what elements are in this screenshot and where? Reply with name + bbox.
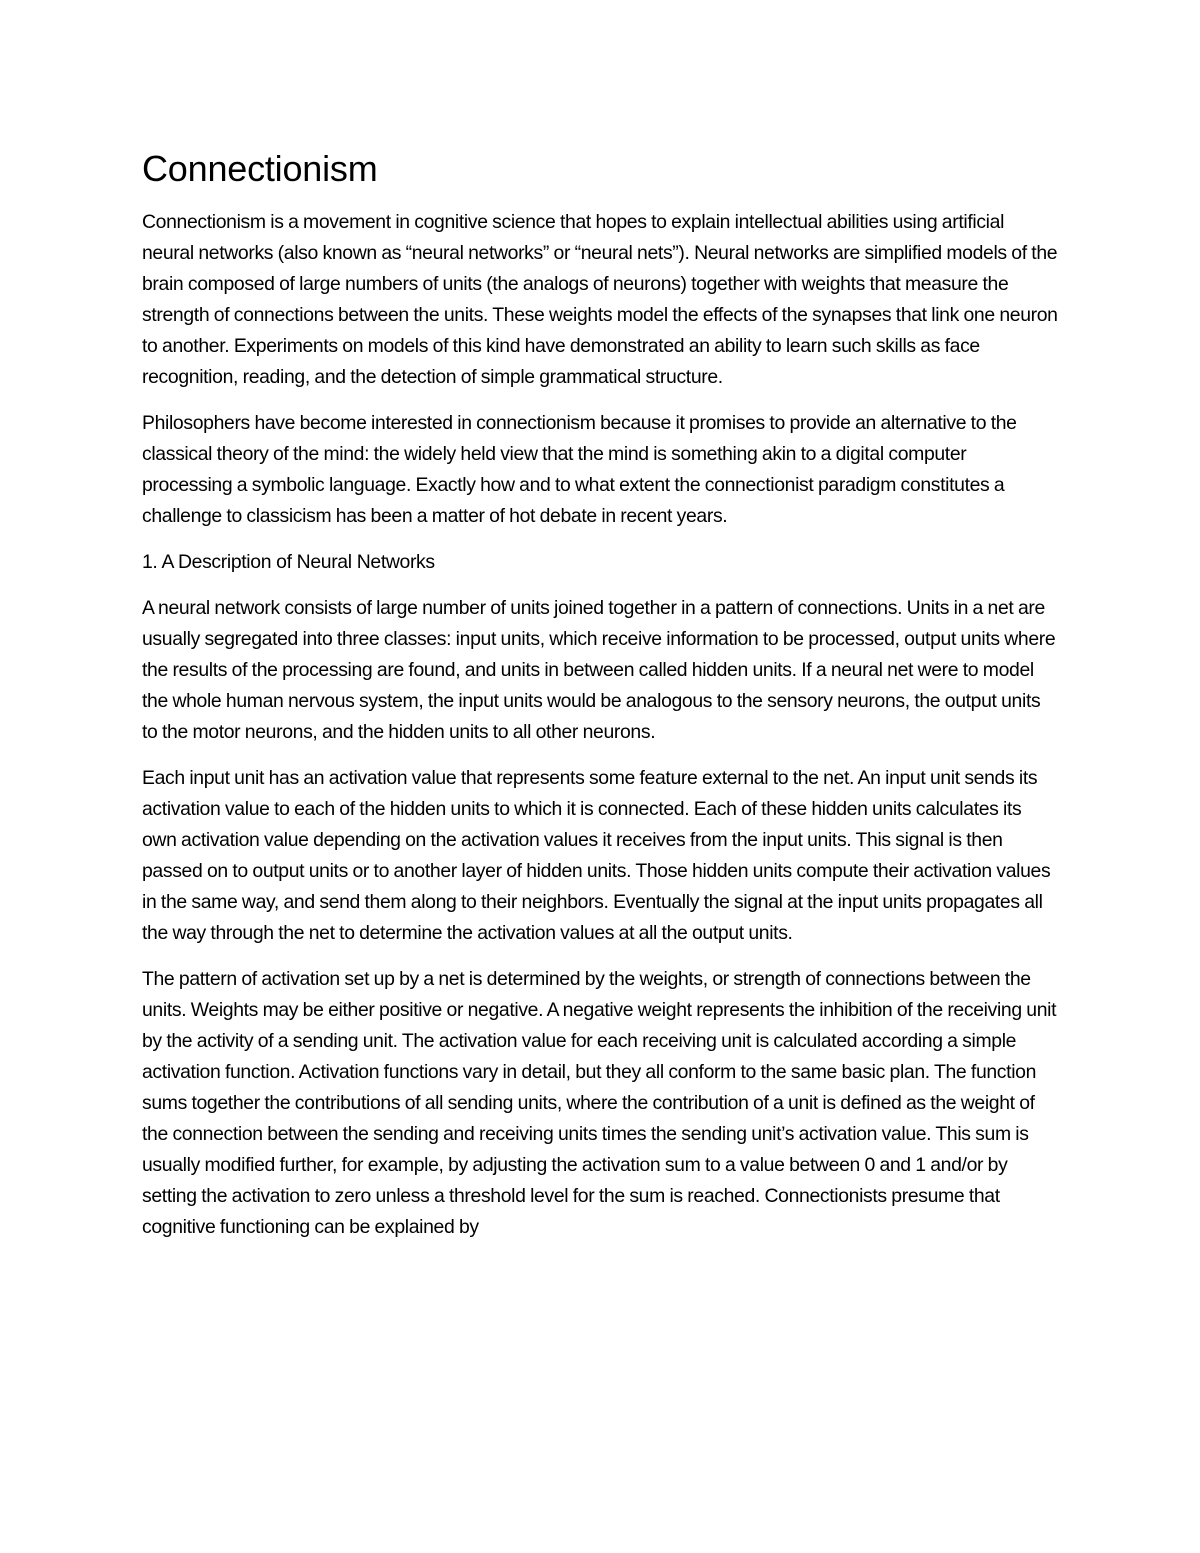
section-paragraph-2: Each input unit has an activation value that represents some feature external to the net. An input unit sends its activation value to each of the hidden units to which it is connected. Each of these hidden units calculates its own activation value depending on the activation values it receives from the input units. This signal is then passed on to output units or to another layer of hidden units. Those hidden units compute their activation values in the same way, and send them along to their neighbors. Eventually the signal at the input units propagates all the way through the net to determine the activation values at all the output units. xyxy=(142,767,1051,944)
document-body xyxy=(142,143,1060,1258)
section-heading: 1. A Description of Neural Networks xyxy=(142,551,435,573)
intro-paragraph-1: Connectionism is a movement in cognitive science that hopes to explain intellectual abilities using artificial neural networks (also known as “neural networks” or “neural nets”). Neural networks are simplified models of the brain composed of large numbers of units (the analogs of neurons) together with weights that measure the strength of connections between the units. These weights model the effects of the synapses that link one neuron to another. Experiments on models of this kind have demonstrated an ability to learn such skills as face recognition, reading, and the detection of simple grammatical structure. xyxy=(142,211,1058,388)
intro-paragraph-2: Philosophers have become interested in connectionism because it promises to provide an alternative to the classical theory of the mind: the widely held view that the mind is something akin to a digital computer processing a symbolic language. Exactly how and to what extent the connectionist paradigm constitutes a challenge to classicism has been a matter of hot debate in recent years. xyxy=(142,412,1017,527)
section-paragraph-1: A neural network consists of large number of units joined together in a pattern of connections. Units in a net are usually segregated into three classes: input units, which receive information to be processed, output units where the results of the processing are found, and units in between called hidden units. If a neural net were to model the whole human nervous system, the input units would be analogous to the sensory neurons, the output units to the motor neurons, and the hidden units to all other neurons. xyxy=(142,597,1056,743)
page-title: Connectionism xyxy=(142,148,378,189)
section-paragraph-3: The pattern of activation set up by a net is determined by the weights, or strength of connections between the units. Weights may be either positive or negative. A negative weight represents the inhibition of the receiving unit by the activity of a sending unit. The activation value for each receiving unit is calculated according a simple activation function. Activation functions vary in detail, but they all conform to the same basic plan. The function sums together the contributions of all sending units, where the contribution of a unit is defined as the weight of the connection between the sending and receiving units times the sending unit’s activation value. This sum is usually modified further, for example, by adjusting the activation sum to a value between 0 and 1 and/or by setting the activation to zero unless a threshold level for the sum is reached. Connectionists presume that cognitive functioning can be explained by xyxy=(142,968,1057,1238)
